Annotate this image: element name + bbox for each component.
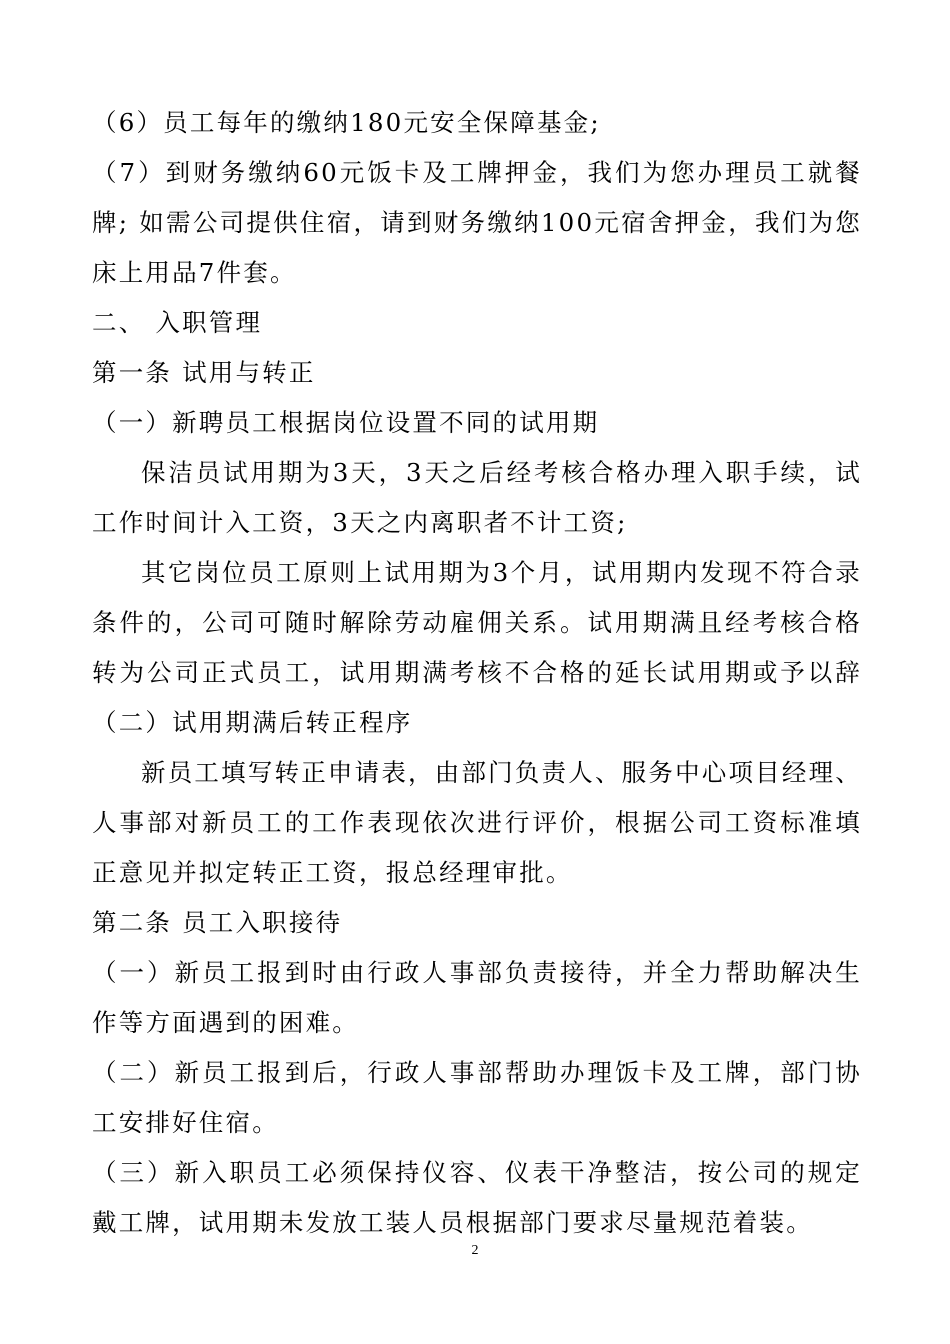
text-line: （二）新员工报到后，行政人事部帮助办理饭卡及工牌，部门协 xyxy=(92,1058,862,1087)
subsection-heading: （二）试用期满后转正程序 xyxy=(92,708,413,737)
text-line: 转为公司正式员工，试用期满考核不合格的延长试用期或予以辞 xyxy=(92,658,862,687)
section-heading: 二、 入职管理 xyxy=(92,308,263,337)
text-line: 其它岗位员工原则上试用期为3个月，试用期内发现不符合录 xyxy=(141,558,862,587)
text-line: 牌; 如需公司提供住宿，请到财务缴纳100元宿舍押金，我们为您 xyxy=(92,208,862,237)
document-body xyxy=(92,98,862,1248)
text-line: 床上用品7件套。 xyxy=(92,258,297,287)
text-line: （6）员工每年的缴纳180元安全保障基金; xyxy=(92,108,601,137)
subsection-heading: （一）新聘员工根据岗位设置不同的试用期 xyxy=(92,408,600,437)
text-line: （三）新入职员工必须保持仪容、仪表干净整洁，按公司的规定 xyxy=(92,1158,862,1187)
text-line: （一）新员工报到时由行政人事部负责接待，并全力帮助解决生 xyxy=(92,958,862,987)
text-line: 作等方面遇到的困难。 xyxy=(92,1008,359,1037)
text-line: （7）到财务缴纳60元饭卡及工牌押金，我们为您办理员工就餐 xyxy=(92,158,862,187)
text-line: 正意见并拟定转正工资，报总经理审批。 xyxy=(92,858,573,887)
text-line: 条件的，公司可随时解除劳动雇佣关系。试用期满且经考核合格 xyxy=(92,608,862,637)
text-line: 新员工填写转正申请表，由部门负责人、服务中心项目经理、 xyxy=(141,758,862,787)
text-line: 工作时间计入工资，3天之内离职者不计工资; xyxy=(92,508,628,537)
text-line: 戴工牌，试用期未发放工装人员根据部门要求尽量规范着装。 xyxy=(92,1208,813,1237)
text-line: 工安排好住宿。 xyxy=(92,1108,279,1137)
text-line: 保洁员试用期为3天，3天之后经考核合格办理入职手续，试 xyxy=(141,458,862,487)
text-line: 人事部对新员工的工作表现依次进行评价，根据公司工资标准填 xyxy=(92,808,862,837)
article-heading: 第一条 试用与转正 xyxy=(92,358,316,387)
article-heading: 第二条 员工入职接待 xyxy=(92,908,343,937)
page-number: 2 xyxy=(471,1243,479,1258)
